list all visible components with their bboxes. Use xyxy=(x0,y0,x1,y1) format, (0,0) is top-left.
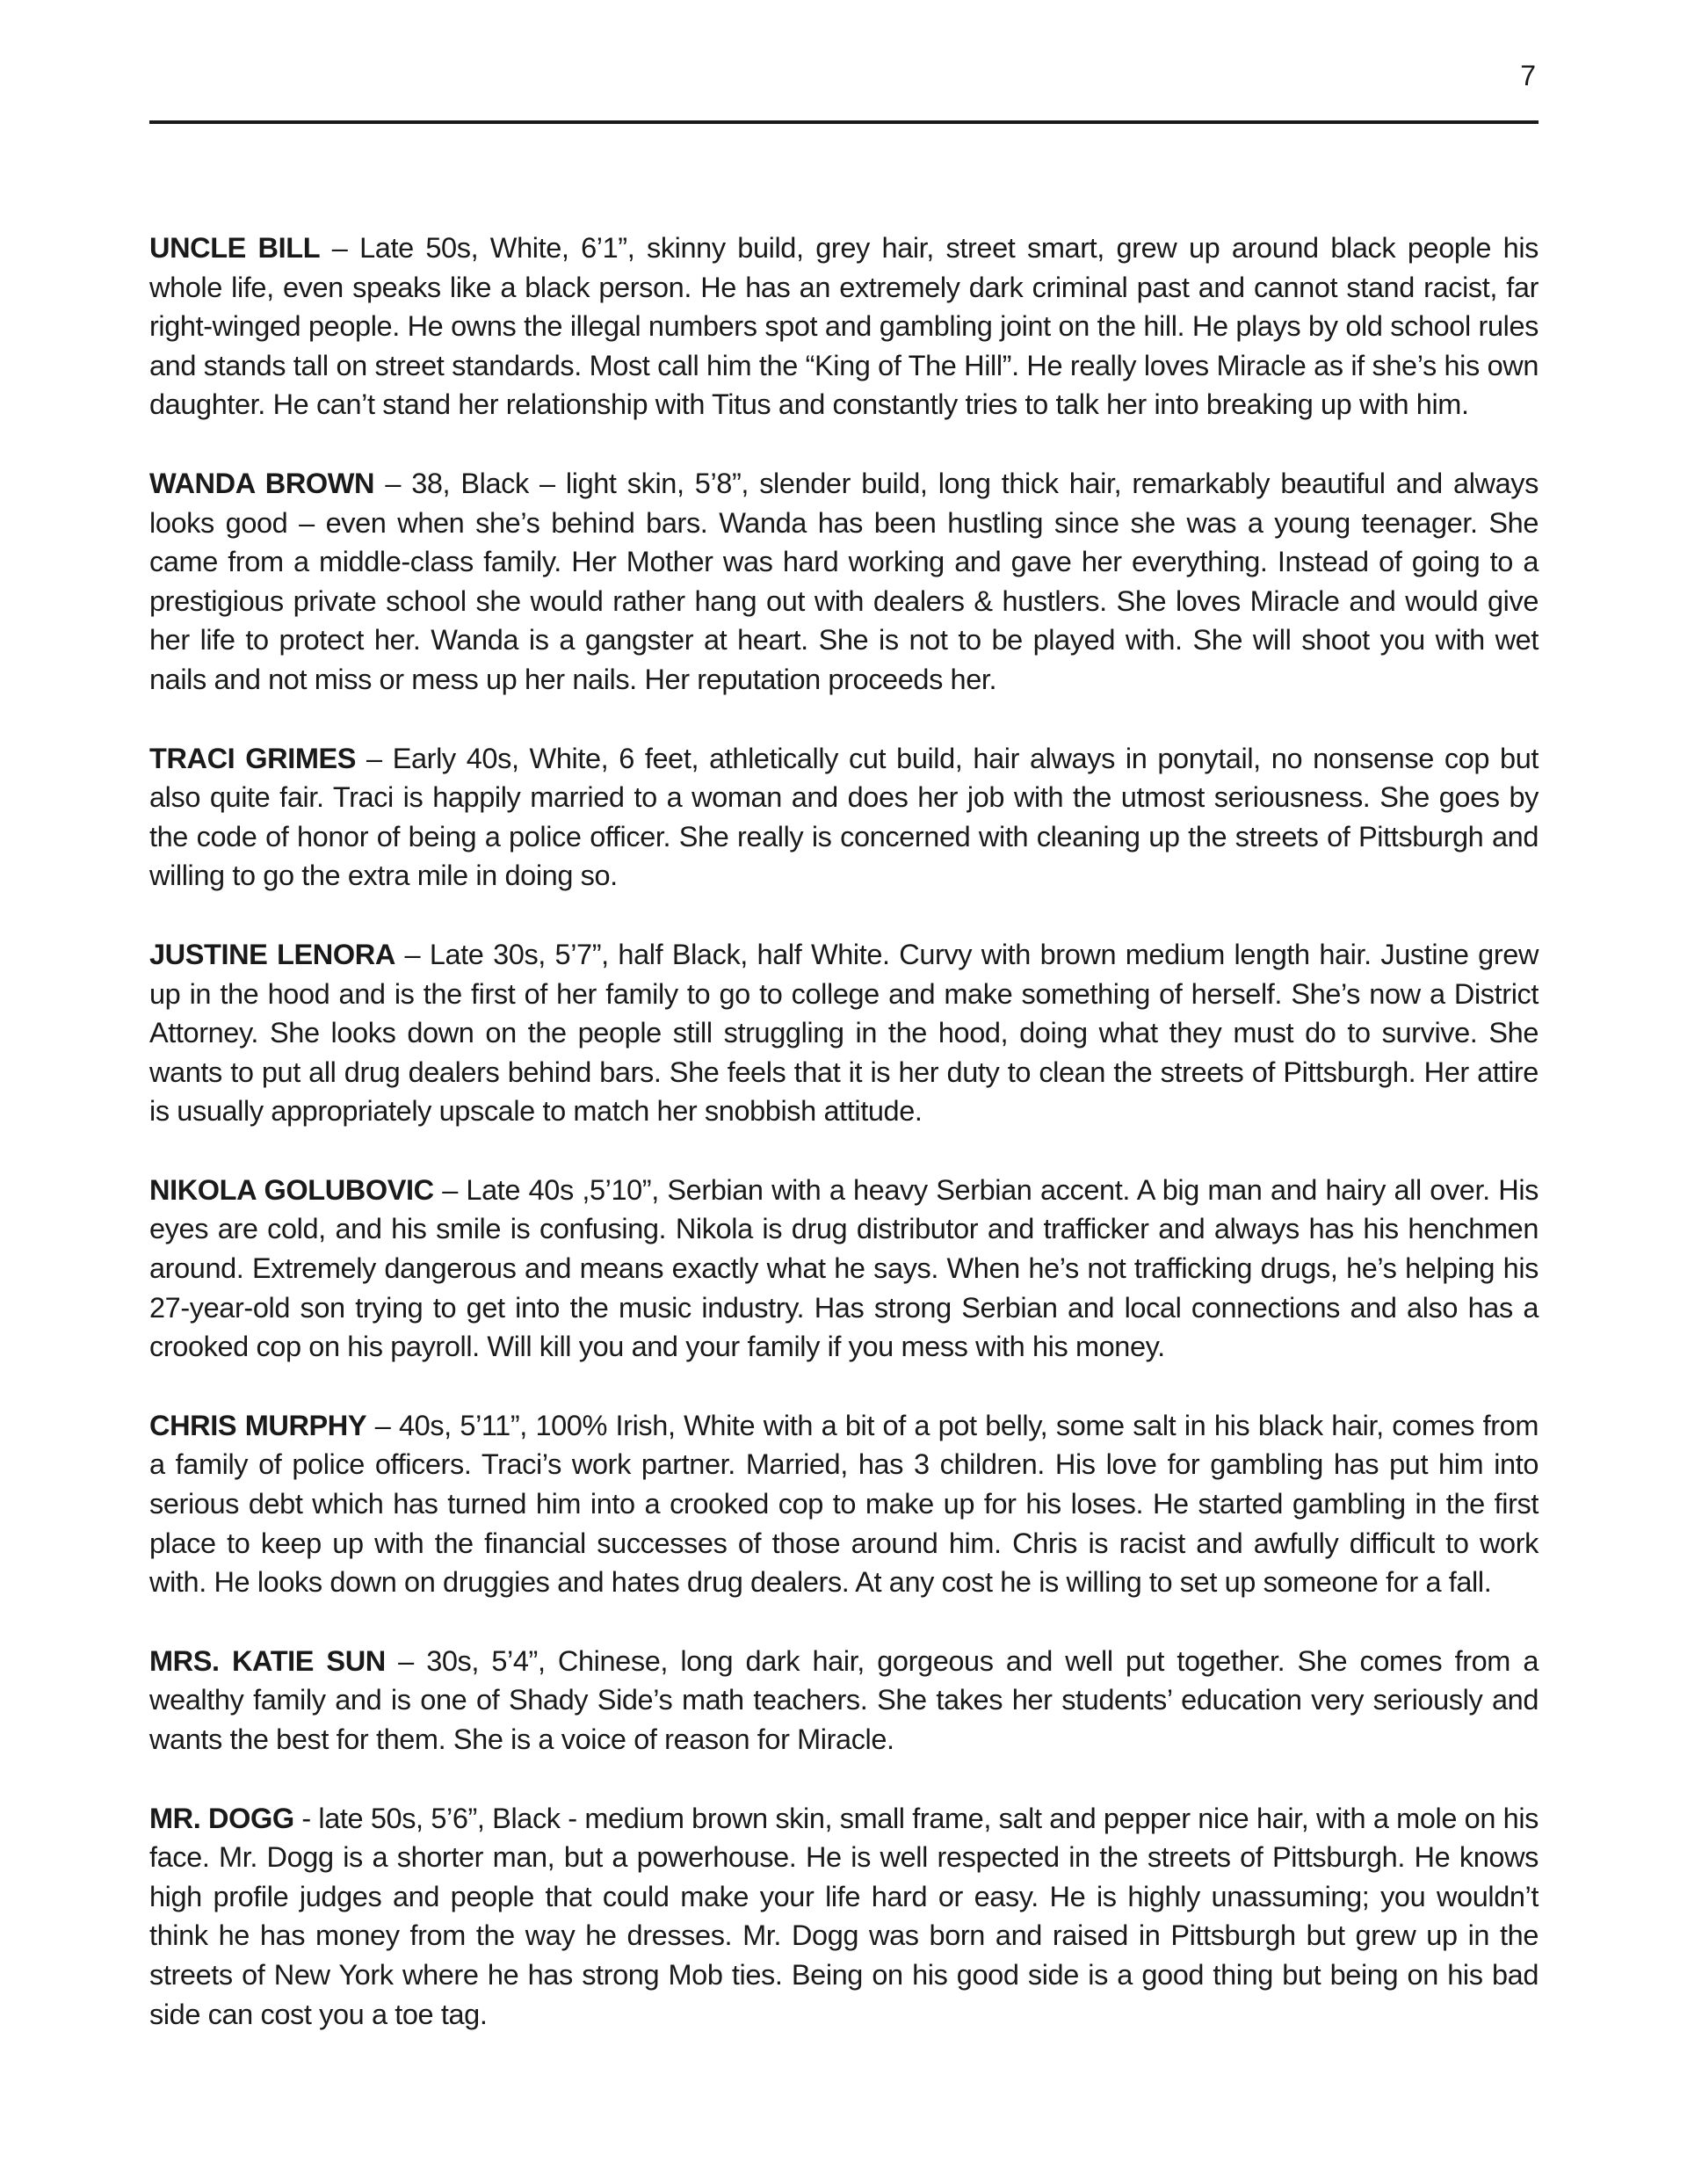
character-separator: – xyxy=(395,938,430,970)
character-separator: - xyxy=(293,1802,319,1834)
character-name: JUSTINE LENORA xyxy=(149,938,395,970)
character-separator: – xyxy=(366,1409,399,1441)
character-wanda-brown xyxy=(149,464,1539,700)
character-name: CHRIS MURPHY xyxy=(149,1409,367,1441)
character-uncle-bill xyxy=(149,229,1539,424)
character-list xyxy=(149,229,1539,2073)
character-description: 38, Black – light skin, 5’8”, slender build, long thick hair, remarkably beautiful and always looks good – even when she’s behind bars. Wanda has been hustling since she was a young teenager. She came from a middle-class family. Her Mother was hard working and gave her everything. Instead of going to a prestigious private school she would rather hang out with dealers & hustlers. She loves Miracle and would give her life to protect her. Wanda is a gangster at heart. She is not to be played with. She will shoot you with wet nails and not miss or mess up her nails. Her reputation proceeds her. xyxy=(149,467,1539,695)
character-name: MR. DOGG xyxy=(149,1802,294,1834)
character-chris-murphy xyxy=(149,1406,1539,1602)
character-katie-sun xyxy=(149,1642,1539,1760)
character-description: 40s, 5’11”, 100% Irish, White with a bit of a pot belly, some salt in his black hair, comes from a family of police officers. Traci’s work partner. Married, has 3 children. His love for gambling has put him into serious debt which has turned him into a crooked cop to make up for his loses. He started gambling in the first place to keep up with the financial successes of those around him. Chris is racist and awfully difficult to work with. He looks down on druggies and hates drug dealers. At any cost he is willing to set up someone for a fall. xyxy=(149,1409,1539,1599)
character-name: NIKOLA GOLUBOVIC xyxy=(149,1173,434,1206)
character-description: Early 40s, White, 6 feet, athletically cut build, hair always in ponytail, no nonsense cop but also quite fair. Traci is happily married to a woman and does her job with the utmost seriousness. She goes by the code of honor of being a police officer. She really is concerned with cleaning up the streets of Pittsburgh and willing to go the extra mile in doing so. xyxy=(149,742,1539,892)
character-nikola-golubovic xyxy=(149,1171,1539,1367)
character-description: late 50s, 5’6”, Black - medium brown skin, small frame, salt and pepper nice hair, with a mole on his face. Mr. Dogg is a shorter man, but a powerhouse. He is well respected in the streets of Pittsburgh. He knows high profile judges and people that could make your life hard or easy. He is highly unassuming; you wouldn’t think he has money from the way he dresses. Mr. Dogg was born and raised in Pittsburgh but grew up in the streets of New York where he has strong Mob ties. Being on his good side is a good thing but being on his bad side can cost you a toe tag. xyxy=(149,1802,1539,2030)
character-name: WANDA BROWN xyxy=(149,467,375,499)
character-separator: – xyxy=(320,232,360,264)
character-description: Late 50s, White, 6’1”, skinny build, grey hair, street smart, grew up around black people his whole life, even speaks like a black person. He has an extremely dark criminal past and cannot stand racist, far right-winged people. He owns the illegal numbers spot and gambling joint on the hill. He plays by old school rules and stands tall on street standards. Most call him the “King of The Hill”. He really loves Miracle as if she’s his own daughter. He can’t stand her relationship with Titus and constantly tries to talk her into breaking up with him. xyxy=(149,232,1539,421)
character-separator: – xyxy=(374,467,412,499)
character-separator: – xyxy=(385,1644,427,1677)
character-traci-grimes xyxy=(149,739,1539,896)
character-description: Late 40s ,5’10”, Serbian with a heavy Serbian accent. A big man and hairy all over. His eyes are cold, and his smile is confusing. Nikola is drug distributor and trafficker and always has his henchmen around. Extremely dangerous and means exactly what he says. When he’s not trafficking drugs, he’s helping his 27-year-old son trying to get into the music industry. Has strong Serbian and local connections and also has a crooked cop on his payroll. Will kill you and your family if you mess with his money. xyxy=(149,1173,1539,1363)
character-mr-dogg xyxy=(149,1799,1539,2035)
character-name: TRACI GRIMES xyxy=(149,742,357,774)
character-justine-lenora xyxy=(149,935,1539,1131)
page-number: 7 xyxy=(1520,60,1536,91)
character-separator: – xyxy=(433,1173,467,1206)
character-separator: – xyxy=(356,742,393,774)
character-description: Late 30s, 5’7”, half Black, half White. Curvy with brown medium length hair. Justine grew up in the hood and is the first of her family to go to college and make something of herself. She’s now a District Attorney. She looks down on the people still struggling in the hood, doing what they must do to survive. She wants to put all drug dealers behind bars. She feels that it is her duty to clean the streets of Pittsburgh. Her attire is usually appropriately upscale to match her snobbish attitude. xyxy=(149,938,1539,1128)
character-name: MRS. KATIE SUN xyxy=(149,1644,386,1677)
character-description: 30s, 5’4”, Chinese, long dark hair, gorgeous and well put together. She comes from a wealthy family and is one of Shady Side’s math teachers. She takes her students’ education very seriously and wants the best for them. She is a voice of reason for Miracle. xyxy=(149,1644,1539,1755)
character-name: UNCLE BILL xyxy=(149,232,321,264)
header-rule xyxy=(149,120,1539,124)
